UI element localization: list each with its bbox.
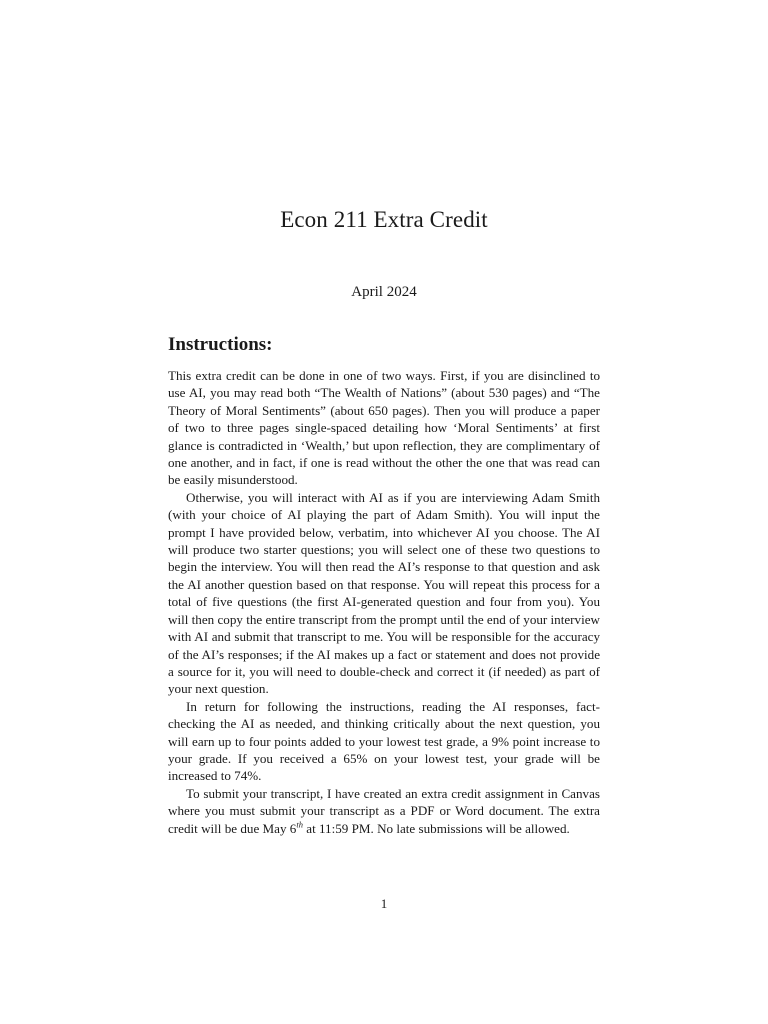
page-number: 1 — [380, 896, 388, 911]
document-title: Econ 211 Extra Credit — [280, 207, 488, 232]
paragraph-4-text-b: at 11:59 PM. No late submissions will be allowed. — [302, 820, 570, 836]
section-heading: Instructions: — [168, 334, 273, 355]
ordinal-suffix: th — [296, 819, 303, 830]
paragraph-3: In return for following the instructions, reading the AI responses, fact-checking the AI as needed, and thinking critically about the next question, you will earn up to four points added to your lowest test grade, a 9% point increase to your grade. If you received a 65% on your lowest test, your grade will be increased to 74%. — [168, 698, 600, 784]
instructions-body — [168, 367, 600, 837]
paragraph-4-text-a: To submit your transcript, I have created an extra credit assignment in Canvas where you must submit your transcript as a PDF or Word document. The extra credit will be due May 6 — [168, 785, 600, 836]
paragraph-2: Otherwise, you will interact with AI as if you are interviewing Adam Smith (with your choice of AI playing the part of Adam Smith). You will input the prompt I have provided below, verbatim, into whichever AI you choose. The AI will produce two starter questions; you will select one of these two questions to begin the interview. You will then read the AI’s response to that question and ask the AI another question based on that response. You will repeat this process for a total of five questions (the first AI-generated question and four from you). You will then copy the entire transcript from the prompt until the end of your interview with AI and submit that transcript to me. You will be responsible for the accuracy of the AI’s responses; if the AI makes up a fact or statement and does not provide a source for it, you will need to double-check and correct it (if needed) as part of your next question. — [168, 489, 600, 697]
document-date: April 2024 — [351, 284, 417, 300]
paragraph-1: This extra credit can be done in one of two ways. First, if you are disinclined to use AI, you may read both “The Wealth of Nations” (about 530 pages) and “The Theory of Moral Sentiments” (about 650 pages). Then you will produce a paper of two to three pages single-spaced detailing how ‘Moral Sentiments’ at first glance is contradicted in ‘Wealth,’ but upon reflection, they are complimentary of one another, and in fact, if one is read without the other the one that was read can be easily misunderstood. — [168, 368, 600, 488]
paragraph-4 — [168, 785, 600, 837]
